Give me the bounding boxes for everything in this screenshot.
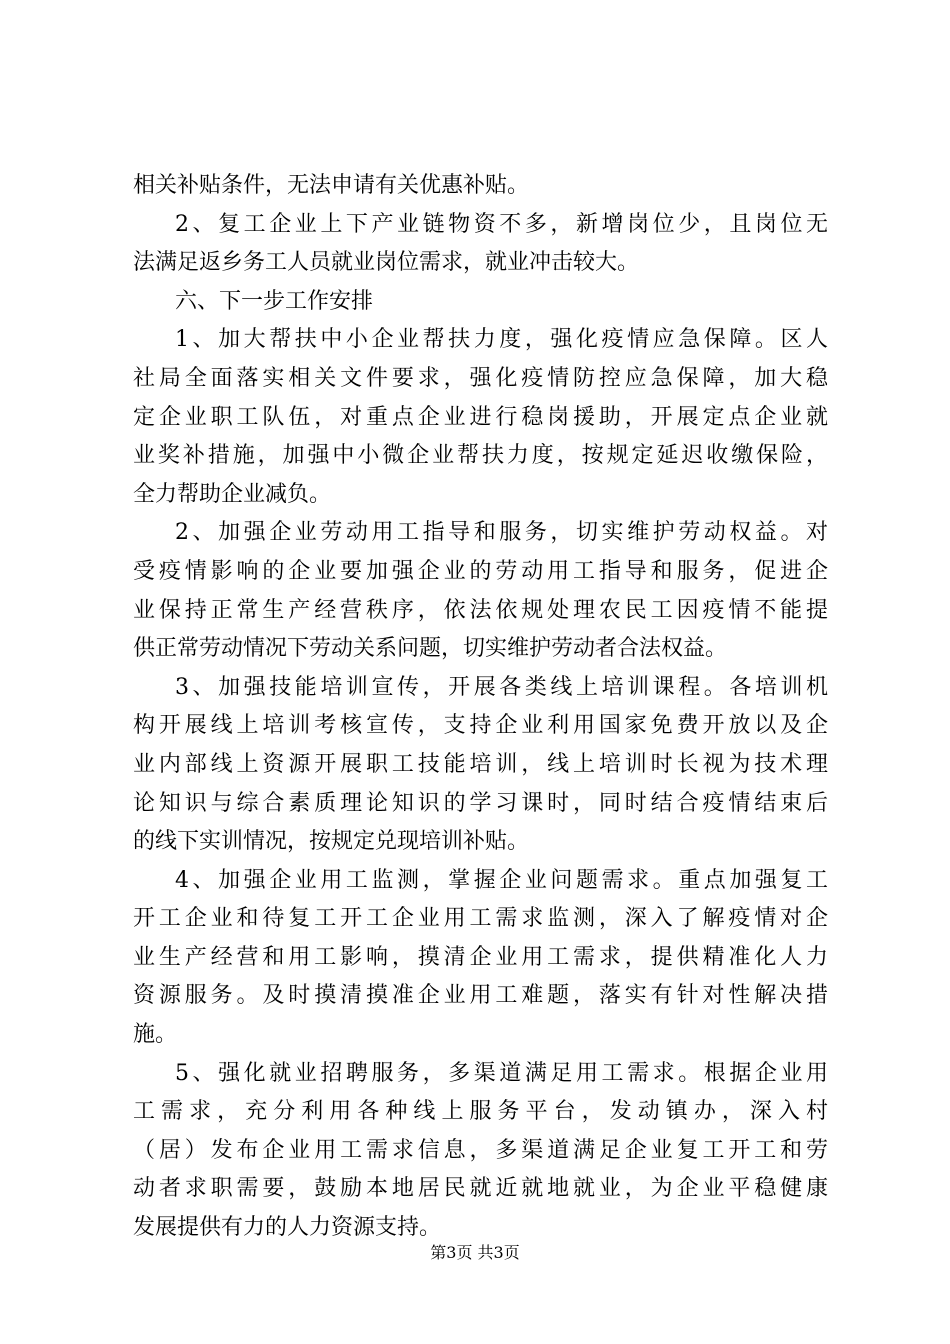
text-line: 2、复工企业上下产业链物资不多，新增岗位少，且岗位无 [175,211,828,237]
text-line: 业生产经营和用工影响，摸清企业用工需求，提供精准化人力 [133,944,828,970]
text-line: 六、下一步工作安排 [175,288,374,314]
text-line: 资源服务。及时摸清摸准企业用工难题，落实有针对性解决措 [133,983,828,1009]
text-line: 构开展线上培训考核宣传，支持企业利用国家免费开放以及企 [133,713,828,739]
text-line: 社局全面落实相关文件要求，强化疫情防控应急保障，加大稳 [133,365,828,391]
text-line: 开工企业和待复工开工企业用工需求监测，深入了解疫情对企 [133,906,828,932]
text-line: 施。 [133,1022,178,1048]
document-body [133,167,828,1248]
page-footer: 第3页 共3页 [430,1243,520,1262]
text-line: 1、加大帮扶中小企业帮扶力度，强化疫情应急保障。区人 [175,327,828,353]
text-line: 全力帮助企业减负。 [133,481,332,507]
text-line: 的线下实训情况，按规定兑现培训补贴。 [133,829,530,855]
text-line: 业内部线上资源开展职工技能培训，线上培训时长视为技术理 [133,751,828,777]
text-line: 3、加强技能培训宣传，开展各类线上培训课程。各培训机 [175,674,828,700]
text-line: 供正常劳动情况下劳动关系问题，切实维护劳动者合法权益。 [133,636,728,662]
text-line: 受疫情影响的企业要加强企业的劳动用工指导和服务，促进企 [133,558,828,584]
text-line: 4、加强企业用工监测，掌握企业问题需求。重点加强复工 [175,867,828,893]
text-line: 业奖补措施，加强中小微企业帮扶力度，按规定延迟收缴保险， [133,443,828,469]
text-line: 发展提供有力的人力资源支持。 [133,1215,442,1241]
text-line: 定企业职工队伍，对重点企业进行稳岗援助，开展定点企业就 [133,404,828,430]
text-line: 工需求，充分利用各种线上服务平台，发动镇办，深入村 [133,1099,828,1125]
text-line: 动者求职需要，鼓励本地居民就近就地就业，为企业平稳健康 [133,1176,828,1202]
text-line: （居）发布企业用工需求信息，多渠道满足企业复工开工和劳 [133,1137,828,1163]
text-line: 论知识与综合素质理论知识的学习课时，同时结合疫情结束后 [133,790,828,816]
text-line: 2、加强企业劳动用工指导和服务，切实维护劳动权益。对 [175,520,828,546]
text-line: 5、强化就业招聘服务，多渠道满足用工需求。根据企业用 [175,1060,828,1086]
text-line: 业保持正常生产经营秩序，依法依规处理农民工因疫情不能提 [133,597,828,623]
text-line: 法满足返乡务工人员就业岗位需求，就业冲击较大。 [133,250,640,276]
text-line: 相关补贴条件，无法申请有关优惠补贴。 [133,173,530,198]
